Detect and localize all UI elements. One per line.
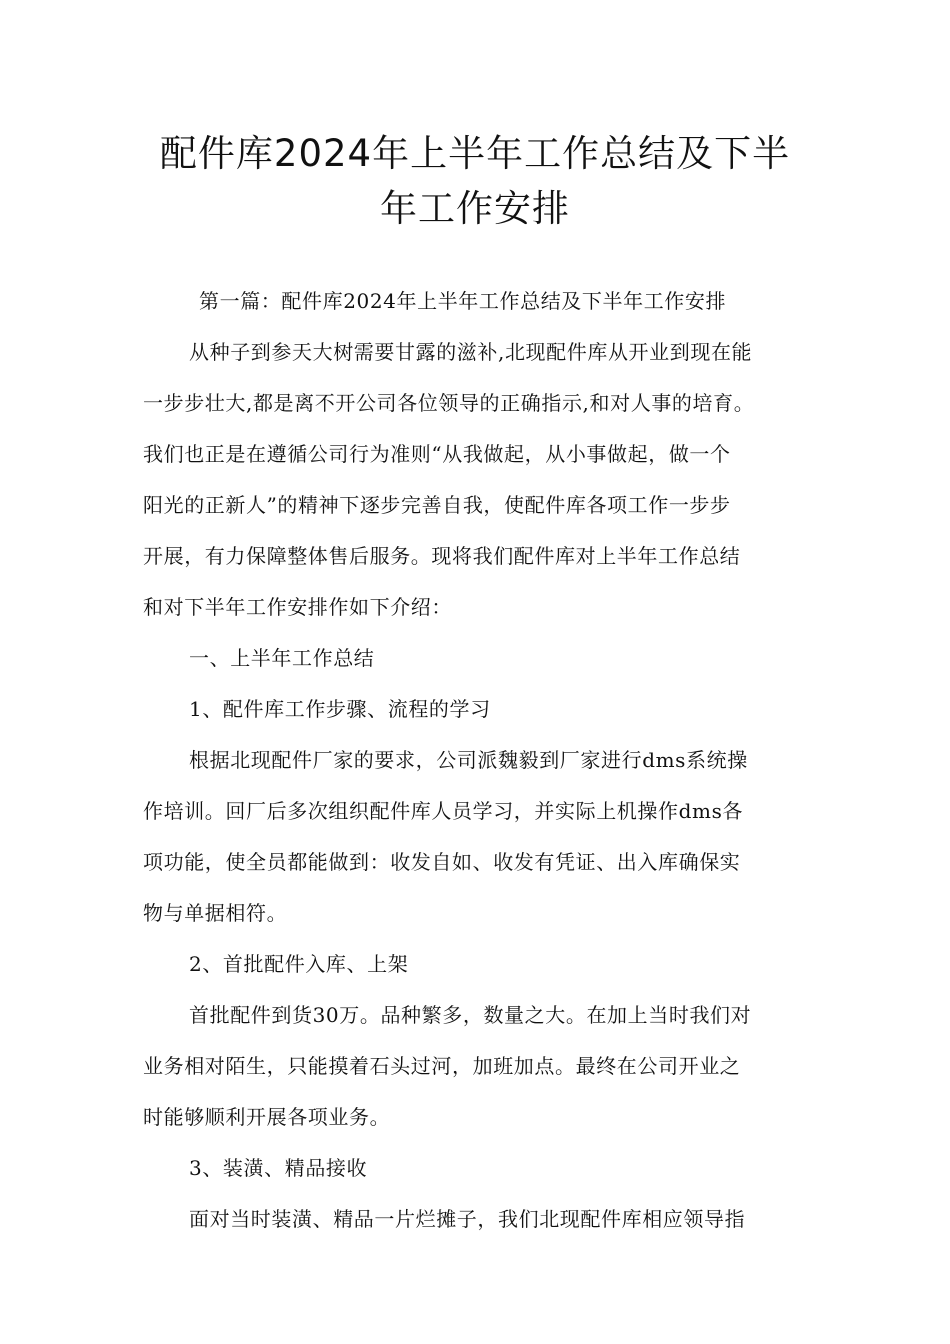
paragraph-line: 我们也正是在遵循公司行为准则“从我做起，从小事做起，做一个 bbox=[143, 442, 731, 466]
document-title-line-1: 配件库2024年上半年工作总结及下半 bbox=[159, 132, 791, 175]
paragraph-line: 一步步壮大,都是离不开公司各位领导的正确指示,和对人事的培育。 bbox=[143, 391, 755, 415]
paragraph-line: 和对下半年工作安排作如下介绍： bbox=[143, 595, 452, 619]
subtitle: 第一篇：配件库2024年上半年工作总结及下半年工作安排 bbox=[199, 289, 727, 313]
paragraph-line: 首批配件到货30万。品种繁多，数量之大。在加上当时我们对 bbox=[189, 1003, 752, 1027]
subsection-heading: 2、首批配件入库、上架 bbox=[189, 952, 409, 976]
paragraph-line: 根据北现配件厂家的要求，公司派魏毅到厂家进行dms系统操 bbox=[189, 748, 748, 772]
paragraph-line: 从种子到参天大树需要甘露的滋补,北现配件库从开业到现在能 bbox=[189, 340, 753, 364]
paragraph-line: 阳光的正新人”的精神下逐步完善自我，使配件库各项工作一步步 bbox=[143, 493, 731, 517]
paragraph-line: 项功能，使全员都能做到：收发自如、收发有凭证、出入库确保实 bbox=[143, 850, 741, 874]
paragraph-line: 作培训。回厂后多次组织配件库人员学习，并实际上机操作dms各 bbox=[143, 799, 744, 823]
section-heading: 一、上半年工作总结 bbox=[189, 646, 375, 670]
paragraph-line: 物与单据相符。 bbox=[143, 901, 288, 925]
document-title-line-2: 年工作安排 bbox=[380, 187, 570, 230]
paragraph-line: 时能够顺利开展各项业务。 bbox=[143, 1105, 391, 1129]
subsection-heading: 1、配件库工作步骤、流程的学习 bbox=[189, 697, 491, 721]
subsection-heading: 3、装潢、精品接收 bbox=[189, 1156, 368, 1180]
paragraph-line: 面对当时装潢、精品一片烂摊子，我们北现配件库相应领导指 bbox=[189, 1207, 746, 1231]
paragraph-line: 开展，有力保障整体售后服务。现将我们配件库对上半年工作总结 bbox=[143, 544, 741, 568]
paragraph-line: 业务相对陌生，只能摸着石头过河，加班加点。最终在公司开业之 bbox=[143, 1054, 741, 1078]
